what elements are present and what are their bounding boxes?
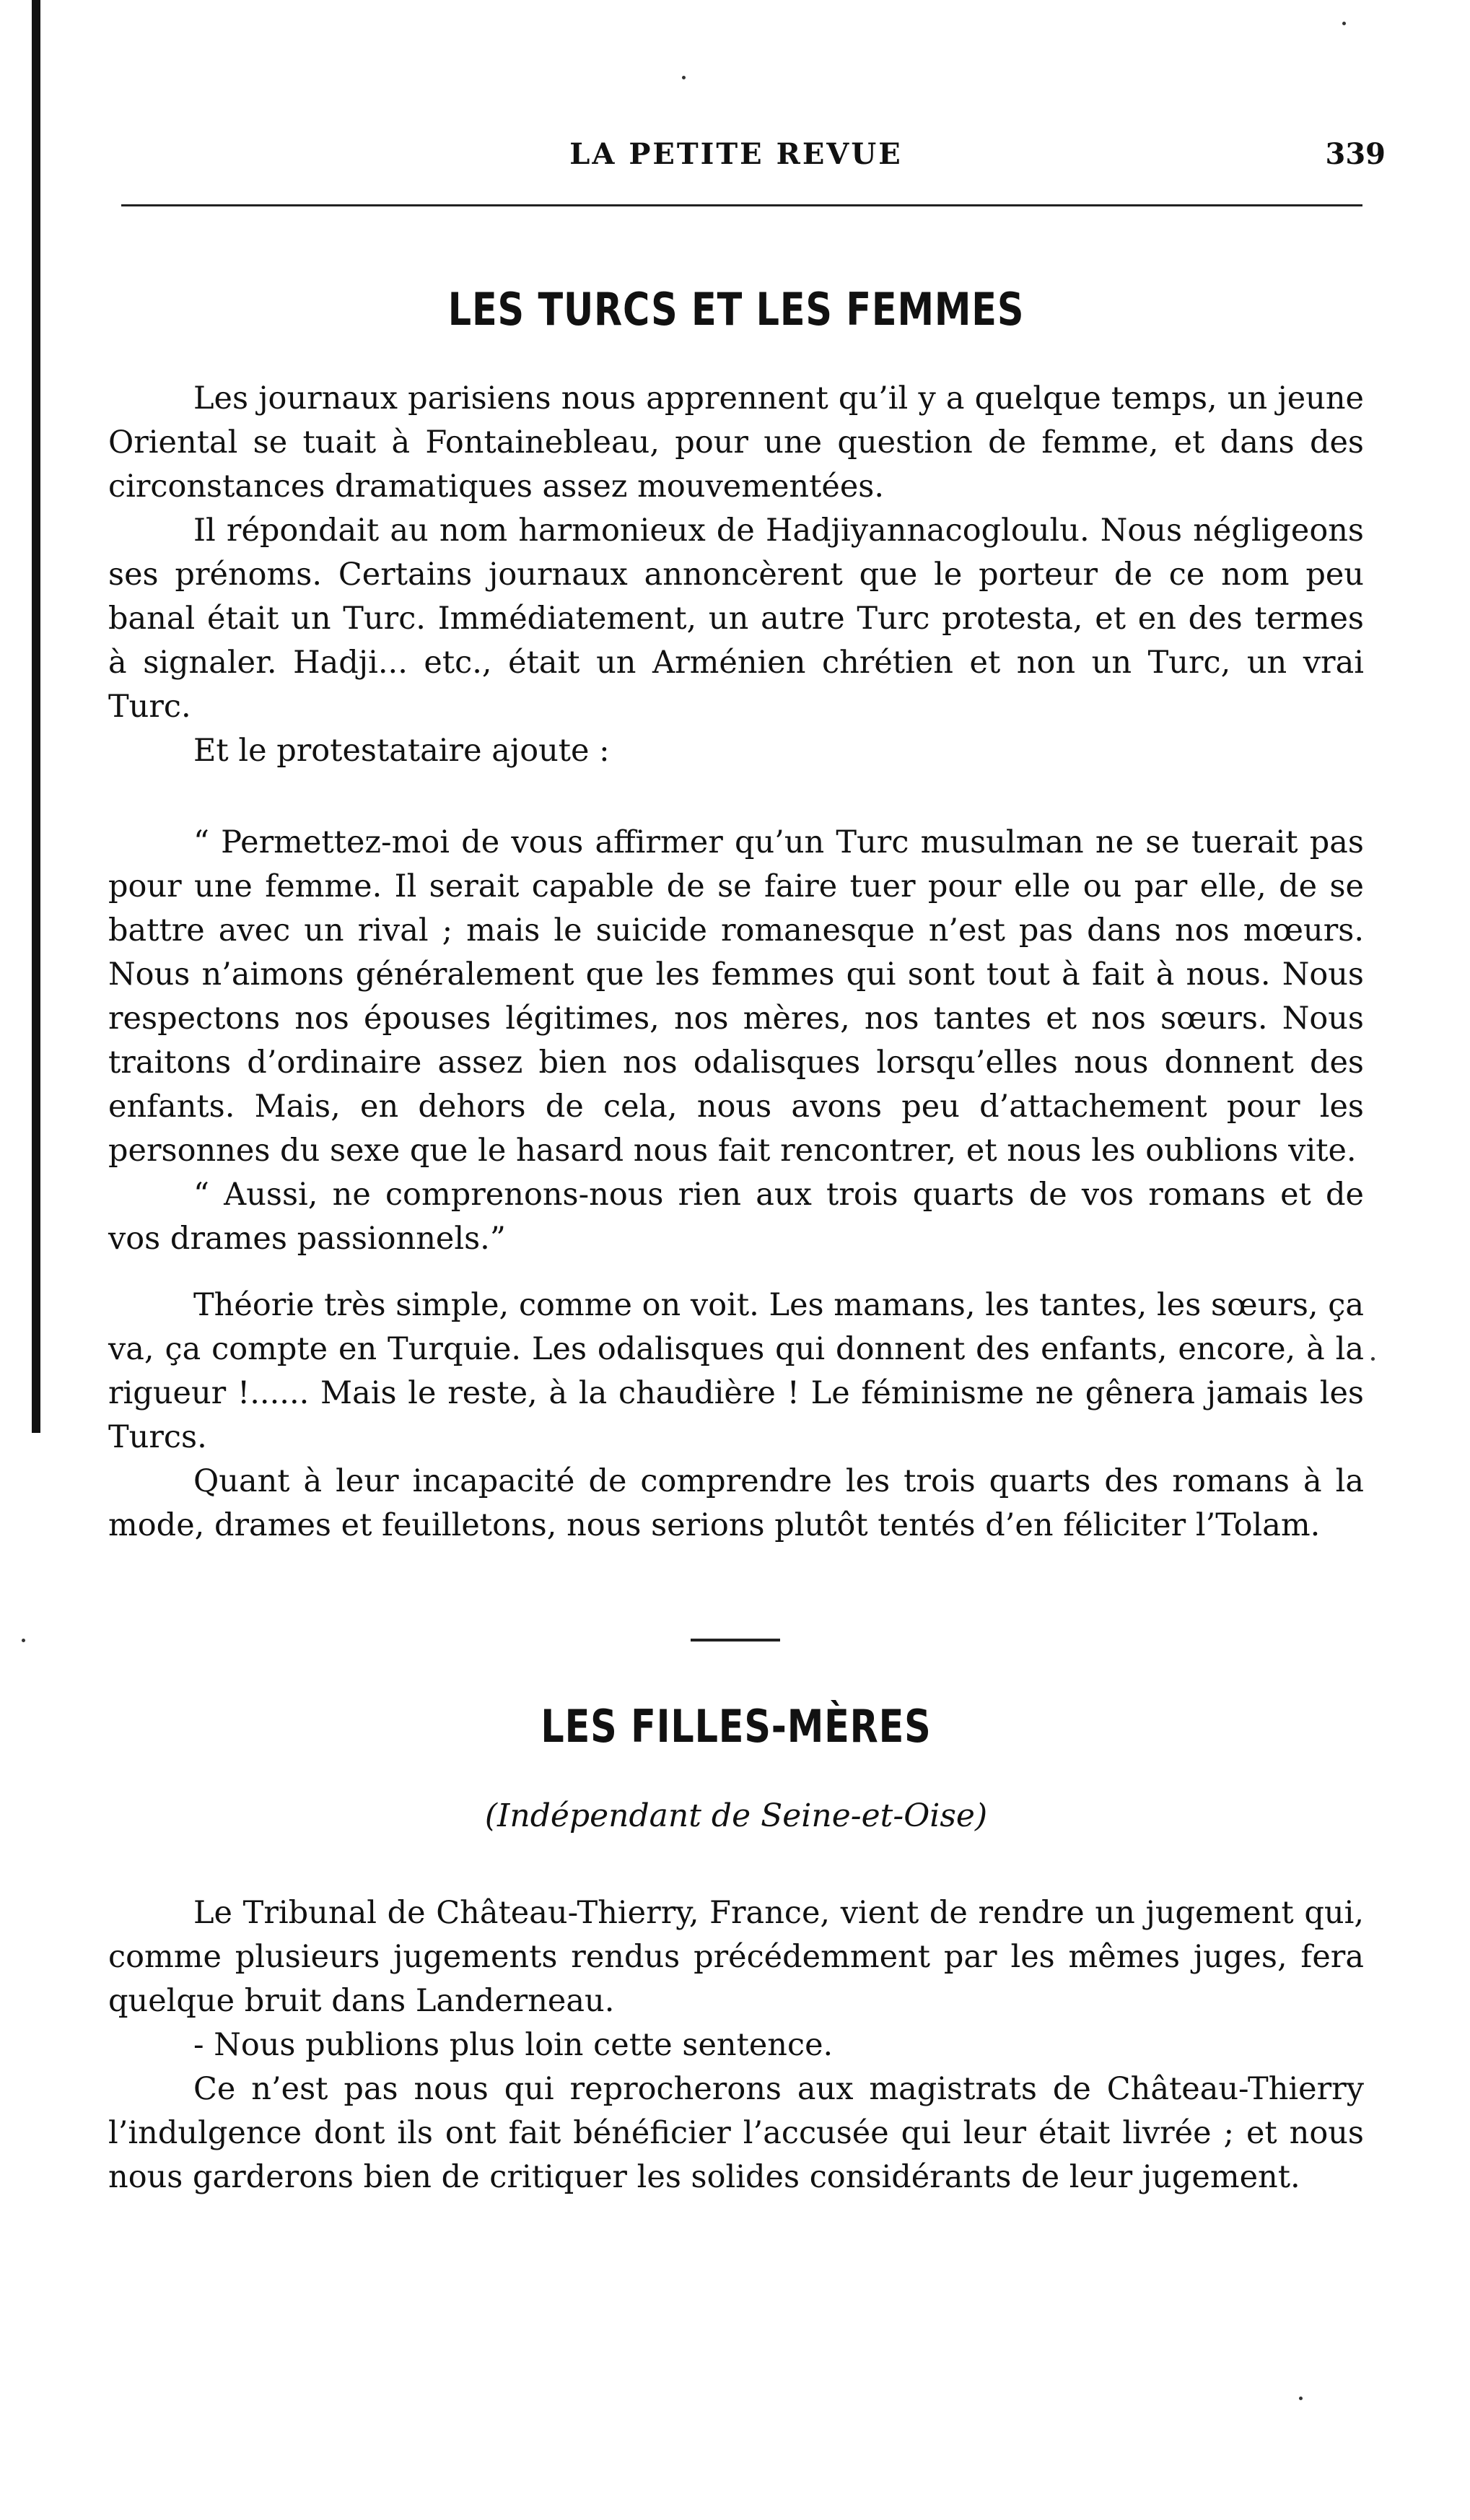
binding-edge	[32, 0, 40, 1433]
article1-intro	[108, 377, 1364, 773]
paragraph: - Nous publions plus loin cette sentence.	[193, 2027, 834, 2063]
print-speck	[22, 1639, 25, 1642]
section-divider	[691, 1639, 780, 1642]
paragraph: Le Tribunal de Château-Thierry, France, vient de rendre un jugement qui, comme plusieurs jugements rendus précédemment par les mêmes juges, fera quelque bruit dans Landerneau.	[108, 1895, 1364, 2019]
header-rule	[121, 204, 1362, 206]
running-header	[108, 137, 1386, 180]
paragraph: Et le protestataire ajoute :	[193, 733, 610, 769]
article-title-turcs: LES TURCS ET LES FEMMES	[447, 283, 1025, 336]
print-speck	[1342, 22, 1346, 25]
article-title-filles-meres: LES FILLES-MÈRES	[541, 1700, 932, 1753]
paragraph: Théorie très simple, comme on voit. Les mamans, les tantes, les sœurs, ça va, ça compte en Turquie. Les odalisques qui donnent des enfants, encore, à la rigueur !...... Mais le reste, à la chaudière ! Le féminisme ne gênera jamais les Turcs.	[108, 1287, 1364, 1455]
print-speck	[1371, 1357, 1375, 1361]
journal-title: LA PETITE REVUE	[569, 137, 903, 171]
paragraph: Il répondait au nom harmonieux de Hadjiyannacogloulu. Nous négligeons ses prénoms. Certains journaux annoncèrent que le porteur de ce nom peu banal était un Turc. Immédiatement, un autre Turc protesta, et en des termes à signaler. Hadji... etc., était un Arménien chrétien et non un Turc, un vrai Turc.	[108, 513, 1364, 725]
article1-commentary	[108, 1283, 1364, 1548]
paragraph: Ce n’est pas nous qui reprocherons aux magistrats de Château-Thierry l’indulgence dont ils ont fait bénéficier l’accusée qui leur était livrée ; et nous nous garderons bien de critiquer les solides considérants de leur jugement.	[108, 2071, 1364, 2195]
paragraph: Quant à leur incapacité de comprendre les trois quarts des romans à la mode, drames et feuilletons, nous serions plutôt tentés d’en féliciter l’Tolam.	[108, 1463, 1364, 1543]
article2-body	[108, 1891, 1364, 2199]
article1-quotation	[108, 821, 1364, 1261]
article-source: (Indépendant de Seine-et-Oise)	[484, 1797, 988, 1834]
paragraph: Les journaux parisiens nous apprennent qu’il y a quelque temps, un jeune Oriental se tuait à Fontainebleau, pour une question de femme, et dans des circonstances dramatiques assez mouvementées.	[108, 380, 1364, 505]
page-number: 339	[1325, 137, 1386, 171]
quote-paragraph: “ Aussi, ne comprenons-nous rien aux trois quarts de vos romans et de vos drames passionnels.”	[108, 1177, 1364, 1257]
quote-paragraph: “ Permettez-moi de vous affirmer qu’un Turc musulman ne se tuerait pas pour une femme. Il serait capable de se faire tuer pour elle ou par elle, de se battre avec un rival ; mais le suicide romanesque n’est pas dans nos mœurs. Nous n’aimons généralement que les femmes qui sont tout à fait à nous. Nous respectons nos épouses légitimes, nos mères, nos tantes et nos sœurs. Nous traitons d’ordinaire assez bien nos odalisques lorsqu’elles nous donnent des enfants. Mais, en dehors de cela, nous avons peu d’attachement pour les personnes du sexe que le hasard nous fait rencontrer, et nous les oublions vite.	[108, 824, 1364, 1169]
print-speck	[1299, 2397, 1303, 2400]
print-speck	[682, 76, 686, 79]
